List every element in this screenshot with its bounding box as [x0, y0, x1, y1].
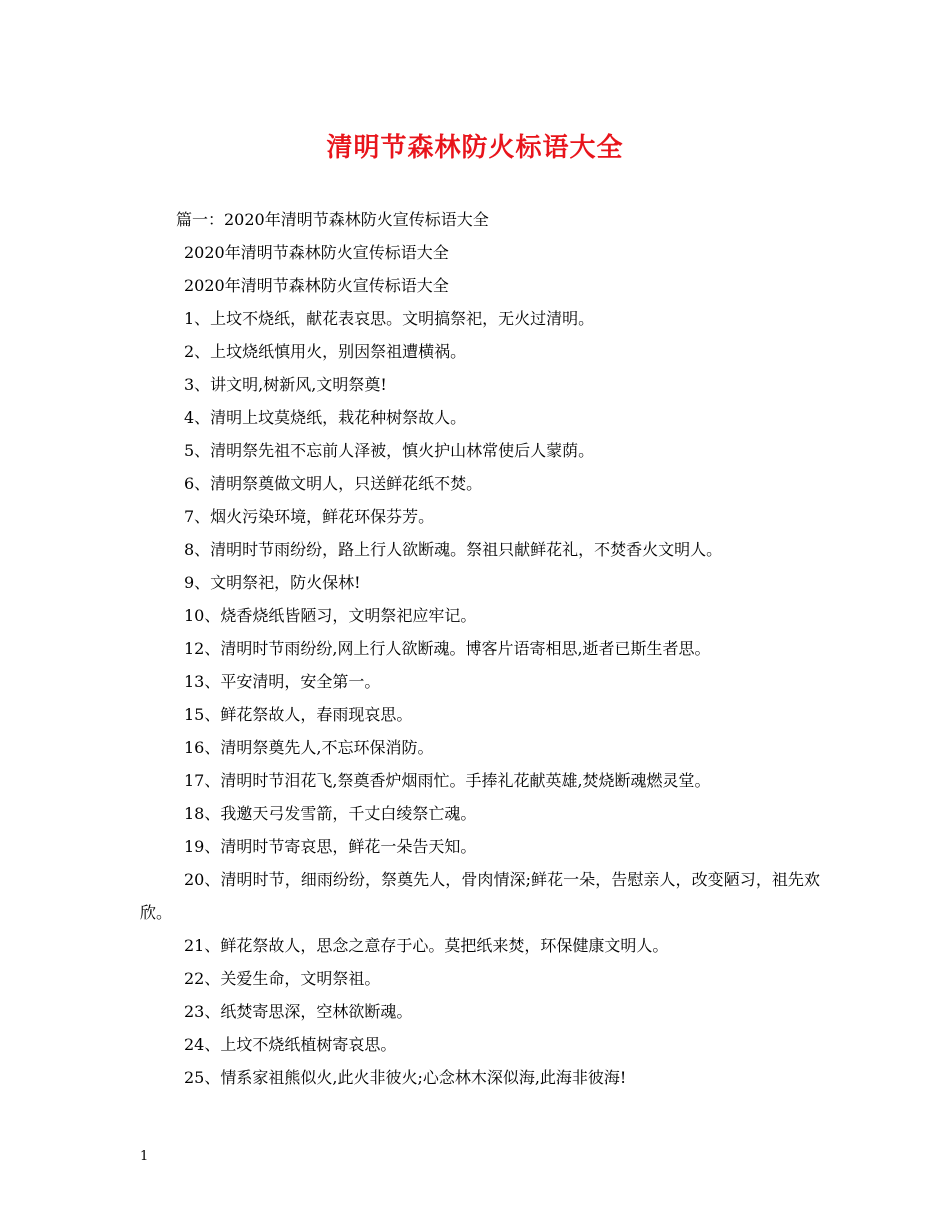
slogan-item: 17、清明时节泪花飞,祭奠香炉烟雨忙。手捧礼花献英雄,焚烧断魂燃灵堂。 [184, 771, 711, 790]
slogan-item: 7、烟火污染环境，鲜花环保芬芳。 [184, 507, 435, 526]
document-body [140, 203, 820, 1094]
slogan-item: 6、清明祭奠做文明人，只送鲜花纸不焚。 [184, 474, 483, 493]
slogan-item: 18、我邀天弓发雪箭，千丈白绫祭亡魂。 [184, 804, 477, 823]
slogan-item: 1、上坟不烧纸，献花表哀思。文明搞祭祀，无火过清明。 [184, 309, 595, 328]
slogan-item: 16、清明祭奠先人,不忘环保消防。 [184, 738, 434, 757]
slogan-item: 12、清明时节雨纷纷,网上行人欲断魂。博客片语寄相思,逝者已斯生者思。 [184, 639, 711, 658]
slogan-item: 2、上坟烧纸慎用火，别因祭祖遭横祸。 [184, 342, 467, 361]
page-number: 1 [140, 1149, 149, 1164]
slogan-item: 5、清明祭先祖不忘前人泽被，慎火护山林常使后人蒙荫。 [184, 441, 595, 460]
slogan-item: 8、清明时节雨纷纷，路上行人欲断魂。祭祖只献鲜花礼，不焚香火文明人。 [184, 540, 723, 559]
slogan-item: 13、平安清明，安全第一。 [184, 672, 381, 691]
slogan-item: 25、情系家祖熊似火,此火非彼火;心念林木深似海,此海非彼海! [184, 1068, 627, 1087]
slogan-item: 22、关爱生命，文明祭祖。 [184, 969, 381, 988]
slogan-item: 10、烧香烧纸皆陋习，文明祭祀应牢记。 [184, 606, 477, 625]
slogan-item: 15、鲜花祭故人，春雨现哀思。 [184, 705, 413, 724]
document-title: 清明节森林防火标语大全 [326, 133, 624, 163]
paragraph-subtitle: 2020年清明节森林防火宣传标语大全 [184, 276, 449, 295]
paragraph-subtitle: 2020年清明节森林防火宣传标语大全 [184, 243, 449, 262]
paragraph-intro: 篇一：2020年清明节森林防火宣传标语大全 [176, 210, 489, 229]
slogan-item: 24、上坟不烧纸植树寄哀思。 [184, 1035, 397, 1054]
slogan-item: 21、鲜花祭故人，思念之意存于心。莫把纸来焚，环保健康文明人。 [184, 936, 669, 955]
slogan-item: 19、清明时节寄哀思，鲜花一朵告天知。 [184, 837, 477, 856]
slogan-item: 3、讲文明,树新风,文明祭奠! [184, 375, 387, 394]
slogan-item: 4、清明上坟莫烧纸，栽花种树祭故人。 [184, 408, 467, 427]
slogan-item: 9、文明祭祀，防火保林! [184, 573, 361, 592]
slogan-item: 20、清明时节，细雨纷纷，祭奠先人，骨肉情深;鲜花一朵，告慰亲人，改变陋习，祖先欢欣。 [140, 870, 820, 922]
slogan-item: 23、纸焚寄思深，空林欲断魂。 [184, 1002, 413, 1021]
